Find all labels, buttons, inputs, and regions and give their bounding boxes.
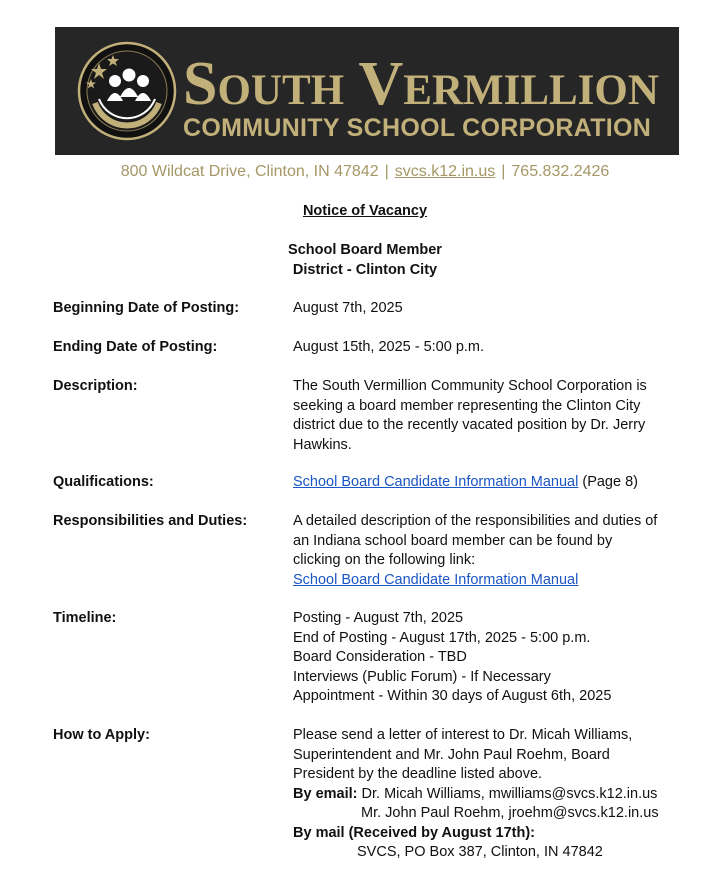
position-title: School Board Member (288, 242, 442, 258)
candidate-manual-link[interactable]: School Board Candidate Information Manual (293, 571, 579, 588)
banner-subtitle: COMMUNITY SCHOOL CORPORATION (183, 114, 652, 142)
apply-label: How to Apply: (53, 727, 150, 743)
description-label: Description: (53, 378, 138, 394)
apply-line: President by the deadline listed above. (293, 766, 543, 782)
responsibilities-line: clicking on the following link: (293, 552, 476, 568)
separator: | (384, 163, 389, 180)
email-contact-2: Mr. John Paul Roehm, jroehm@svcs.k12.in.us (361, 805, 659, 821)
contact-line (0, 162, 726, 182)
responsibilities-line: A detailed description of the responsibilities and duties of (293, 513, 658, 529)
begin-date-label: Beginning Date of Posting: (53, 300, 240, 316)
timeline-item: Posting - August 7th, 2025 (293, 610, 464, 626)
separator: | (501, 163, 506, 180)
email-contact-1: Dr. Micah Williams, mwilliams@svcs.k12.in.us (357, 785, 658, 802)
description-line: seeking a board member representing the Clinton City (293, 397, 641, 414)
timeline-label: Timeline: (53, 610, 117, 626)
address: 800 Wildcat Drive, Clinton, IN 47842 (120, 163, 379, 180)
page-reference: (Page 8) (578, 474, 638, 490)
description-value (293, 377, 669, 455)
notice-heading: Notice of Vacancy (302, 203, 428, 219)
description-line: district due to the recently vacated position by Dr. Jerry (293, 417, 646, 433)
end-date-value: August 15th, 2025 - 5:00 p.m. (293, 339, 485, 355)
school-logo-icon (77, 41, 177, 141)
district-title: District - Clinton City (292, 261, 438, 278)
apply-value (293, 726, 669, 863)
email-label: By email: (293, 785, 358, 802)
position-heading (0, 241, 726, 280)
candidate-manual-link[interactable]: School Board Candidate Information Manual (293, 474, 579, 490)
responsibilities-value (293, 512, 669, 590)
timeline-item: Interviews (Public Forum) - If Necessary (293, 668, 551, 685)
qualifications-value (293, 473, 669, 493)
banner-title: South Vermillion (183, 50, 659, 118)
qualifications-label: Qualifications: (53, 474, 154, 490)
timeline-item: Board Consideration - TBD (293, 649, 467, 665)
timeline-item: Appointment - Within 30 days of August 6th, 2025 (293, 688, 612, 704)
begin-date-value: August 7th, 2025 (293, 300, 403, 316)
mail-label: By mail (Received by August 17th): (293, 824, 535, 841)
header-banner (55, 27, 679, 155)
end-date-label: Ending Date of Posting: (53, 339, 218, 355)
apply-line: Superintendent and Mr. John Paul Roehm, Board (293, 746, 610, 763)
timeline-list (293, 609, 669, 707)
description-line: The South Vermillion Community School Corporation is (293, 378, 647, 394)
responsibilities-label: Responsibilities and Duties: (53, 513, 248, 529)
timeline-item: End of Posting - August 17th, 2025 - 5:00 p.m. (293, 629, 591, 646)
phone: 765.832.2426 (511, 163, 610, 180)
website-link[interactable]: svcs.k12.in.us (394, 163, 496, 180)
mail-address: SVCS, PO Box 387, Clinton, IN 47842 (357, 844, 603, 860)
description-line: Hawkins. (293, 436, 352, 453)
apply-line: Please send a letter of interest to Dr. Micah Williams, (293, 727, 633, 743)
responsibilities-line: an Indiana school board member can be found by (293, 532, 613, 549)
